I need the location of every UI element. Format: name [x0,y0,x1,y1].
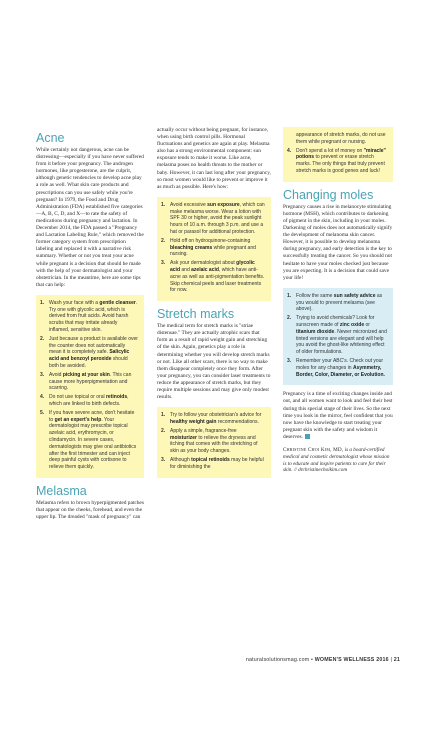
author-name: Christine Choi Kim, MD, [283,447,344,454]
stretch-tip: 2. Apply a simple, fragrance-free moisturizer to relieve the dryness and itching that comes with the stretching of skin as your body changes. [161,427,258,455]
melasma-tips-box [157,197,271,301]
melasma-tip: 1. Avoid excessive sun exposure, which can make melasma worse. Wear a lotion with SPF 30 or higher, avoid the peak sunlight hours of 10 a.m. through 3 p.m. and use a hat or parasol for additional protection. [161,201,265,236]
author-credit [283,447,393,474]
changing-moles-body: Pregnancy causes a rise in melanocyte stimulating hormone (MSH), which contributes to darkening of pigment in the skin, including in your moles. Darkening of moles does not automatically signify the development of melanoma skin cancer. However, it is possible to develop melanoma during pregnancy, and early detection is the key to successfully treating the cancer. So you should not hesitate to have your moles checked just because you are expecting. It is a decision that could save your life! [283,203,393,281]
moles-tip: 1. Follow the same sun safety advice as you would to prevent melasma (see above). [287,292,383,313]
melasma-body-continued: actually occur without being pregnant, for instance, when using birth control pills. Hormonal fluctuations and genetics are again at play. Melasma also has a strong environmental component: sun exposure tends to make it worse. Like acne, melasma poses no health threats to the mother or baby. However, it can last long after your pregnancy, so most women would like to prevent or improve it as much as possible. Here's how: [157,127,271,190]
melasma-tip: 3. Ask your dermatologist about glycolic acid and azelaic acid, which have anti-acne as well as anti-pigmentation benefits. Skip chemical peels and laser treatments for now. [161,260,265,294]
column-1 [36,127,144,527]
stretch-tips-list [161,412,265,470]
acne-tip: 5. If you have severe acne, don't hesitate to get an expert's help. Your dermatologist may prescribe topical azelaic acid, erythromycin, or clindamycin. In severe cases, dermatologists may give oral antibiotics after the first trimester and can inject deep painful cysts with cortisone to relieve them quickly. [40,409,137,471]
footer-publication: WOMEN'S WELLNESS 2016 [314,657,389,663]
stretch-marks-heading: Stretch marks [157,307,235,322]
moles-tips-list [287,293,387,379]
acne-tips-box [36,295,144,478]
column-3 [283,127,393,479]
stretch-tips-box-continued [283,127,393,182]
changing-moles-heading: Changing moles [283,187,374,202]
stretch-tip: 1. Try to follow your obstetrician's advice for healthy weight gain recommendations. [161,412,262,426]
moles-tip: 2. Trying to avoid chemicals? Look for sunscreen made of zinc oxide or titanium dioxide. Newer micronized and tinted versions are elegant and will help you avoid the ghost-like whitening effect of older formulations. [287,315,387,356]
melasma-tips-list [161,202,265,294]
stretch-tips-list-continued [287,132,387,175]
end-mark-icon [305,434,310,439]
acne-tip: 4. Do not use topical or oral retinoids, which are linked to birth defects. [40,394,129,408]
page-number: 21 [393,657,400,663]
author-bio: is a board-certified medical and cosmetic dermatologist whose mission is to educate and inspire patients to care for their skin. // drchristinechoikim.com [283,447,390,474]
melasma-tip: 2. Hold off on hydroquinone-containing bleaching creams while pregnant and nursing. [161,237,256,258]
acne-tip: 1. Wash your face with a gentle cleanser. Try one with glycolic acid, which is derived from fruit acids. Avoid harsh scrubs that may irritate already inflamed, sensitive skin. [40,299,138,334]
acne-tip: 3. Avoid picking at your skin. This can cause more hyperpigmentation and scarring. [40,371,132,392]
stretch-marks-body: The medical term for stretch marks is "striae distensae." They are actually atrophic scars that form as a result of rapid weight gain and stretching of the skin. Again, genetics play a role in determining whether you will develop stretch marks or not. Like all other scars, there is no way to make them disappear completely once they form. After your pregnancy, you can consider laser treatments to reduce the appearance of stretch marks, but they require multiple sessions and may give only modest results. [157,323,271,401]
footer-site: naturalsolutionsmag.com [245,657,310,663]
acne-body: While certainly not dangerous, acne can be distressing—especially if you have never suffered from it before your pregnancy. The androgen hormones, like progesterone, are the culprit, although genetic tendencies to develop acne play a role as well. What skin care products and prescriptions can you use safely while you're pregnant? In 1979, the Food and Drug Administration (FDA) established five categories—A, B, C, D, and X—to rate the safety of medications during pregnancy and lactation. In December 2014, the FDA passed a "Pregnancy and Lactation Labeling Rule," which removed the former category system from prescription labeling and replaced it with a narrative risk summary. Whether or not you treat your acne while pregnant is a decision that should be made with the help of your dermatologist and your obstetrician. In the meantime, here are some tips that can help: [36,147,144,288]
acne-tip: 2. Just because a product is available over the counter does not automatically mean it is completely safe. Salicylic acid and benzoyl peroxide should both be avoided. [40,335,138,370]
stretch-tips-box [157,407,271,477]
melasma-body-start: Melasma refers to brown hyperpigmented patches that appear on the cheeks, forehead, and even the upper lip. The dreaded "mask of pregnancy" can [36,500,144,521]
stretch-tip: 3. Although topical retinoids may be helpful for diminishing the [161,457,264,470]
melasma-heading: Melasma [36,484,87,498]
stretch-tip: appearance of stretch marks, do not use them while pregnant or nursing. [296,132,386,145]
column-2 [157,127,271,484]
closing-paragraph: Pregnancy is a time of exciting changes inside and out, and all women want to look and feel their best during this special stage of their lives. So the next time you look in the mirror, feel confident that you now have the knowledge to start treating your pregnant skin with the safety and wisdom it deserves. [283,391,393,440]
stretch-tip: 4. Don't spend a lot of money on "miracle" potions to prevent or erase stretch marks. The only things that truly prevent stretch marks is good genes and luck! [287,147,386,174]
page-footer: naturalsolutionsmag.com • WOMEN'S WELLNESS 2016 | 21 [245,657,400,663]
acne-heading: Acne [36,131,65,145]
moles-tips-box [283,288,393,386]
moles-tip: 3. Remember your ABC's. Check out your moles for any changes in Asymmetry, Border, Color, Diameter, or Evolution. [287,357,385,378]
acne-tips-list [40,300,138,471]
